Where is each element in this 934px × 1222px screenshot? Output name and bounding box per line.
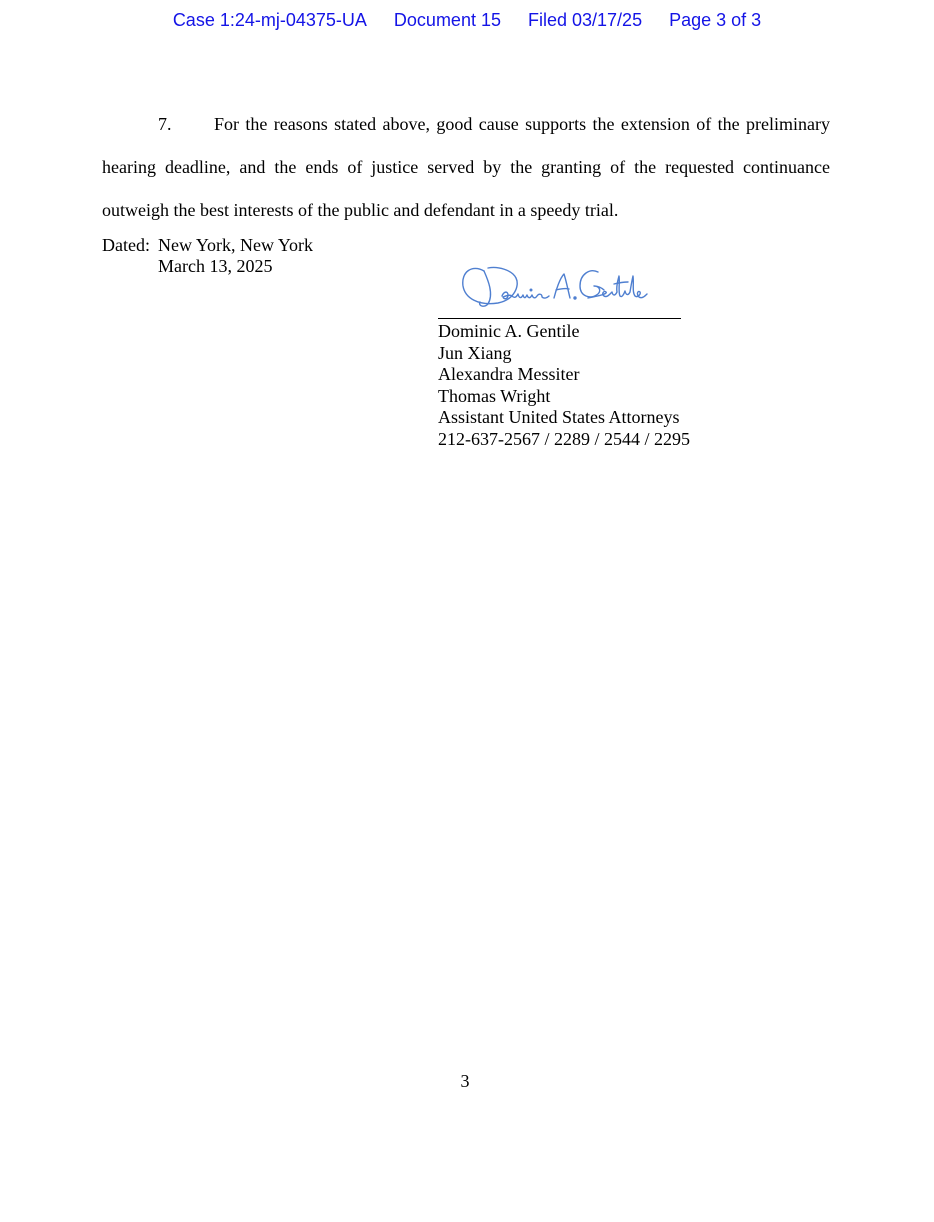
page-indicator: Page 3 of 3 — [669, 10, 762, 30]
dated-block — [158, 235, 313, 277]
paragraph-number: 7. — [158, 114, 172, 134]
signer-phone: 212-637-2567 / 2289 / 2544 / 2295 — [438, 428, 690, 449]
paragraph-text: For the reasons stated above, good cause supports the extension of the preliminary hearing deadline, and the ends of justice served by the granting of the requested continuance outweigh the best interests of the public and defendant in a speedy trial. — [102, 114, 830, 220]
signature-line — [438, 318, 681, 319]
signer-name: Dominic A. Gentile — [438, 321, 580, 341]
signer-name: Alexandra Messiter — [438, 364, 580, 384]
filed-date: Filed 03/17/25 — [528, 10, 643, 30]
document-number: Document 15 — [393, 10, 501, 30]
paragraph-7 — [102, 103, 830, 232]
ecf-filing-header — [0, 10, 934, 31]
signer-name: Thomas Wright — [438, 385, 551, 406]
case-number: Case 1:24-mj-04375-UA — [172, 10, 367, 30]
handwritten-signature — [458, 258, 648, 316]
dated-date: March 13, 2025 — [158, 256, 273, 276]
signer-title: Assistant United States Attorneys — [438, 407, 680, 427]
signer-block — [438, 321, 690, 450]
page-number: 3 — [460, 1071, 470, 1091]
dated-label: Dated: — [102, 235, 150, 255]
signer-name: Jun Xiang — [438, 342, 512, 363]
dated-place: New York, New York — [158, 235, 314, 255]
